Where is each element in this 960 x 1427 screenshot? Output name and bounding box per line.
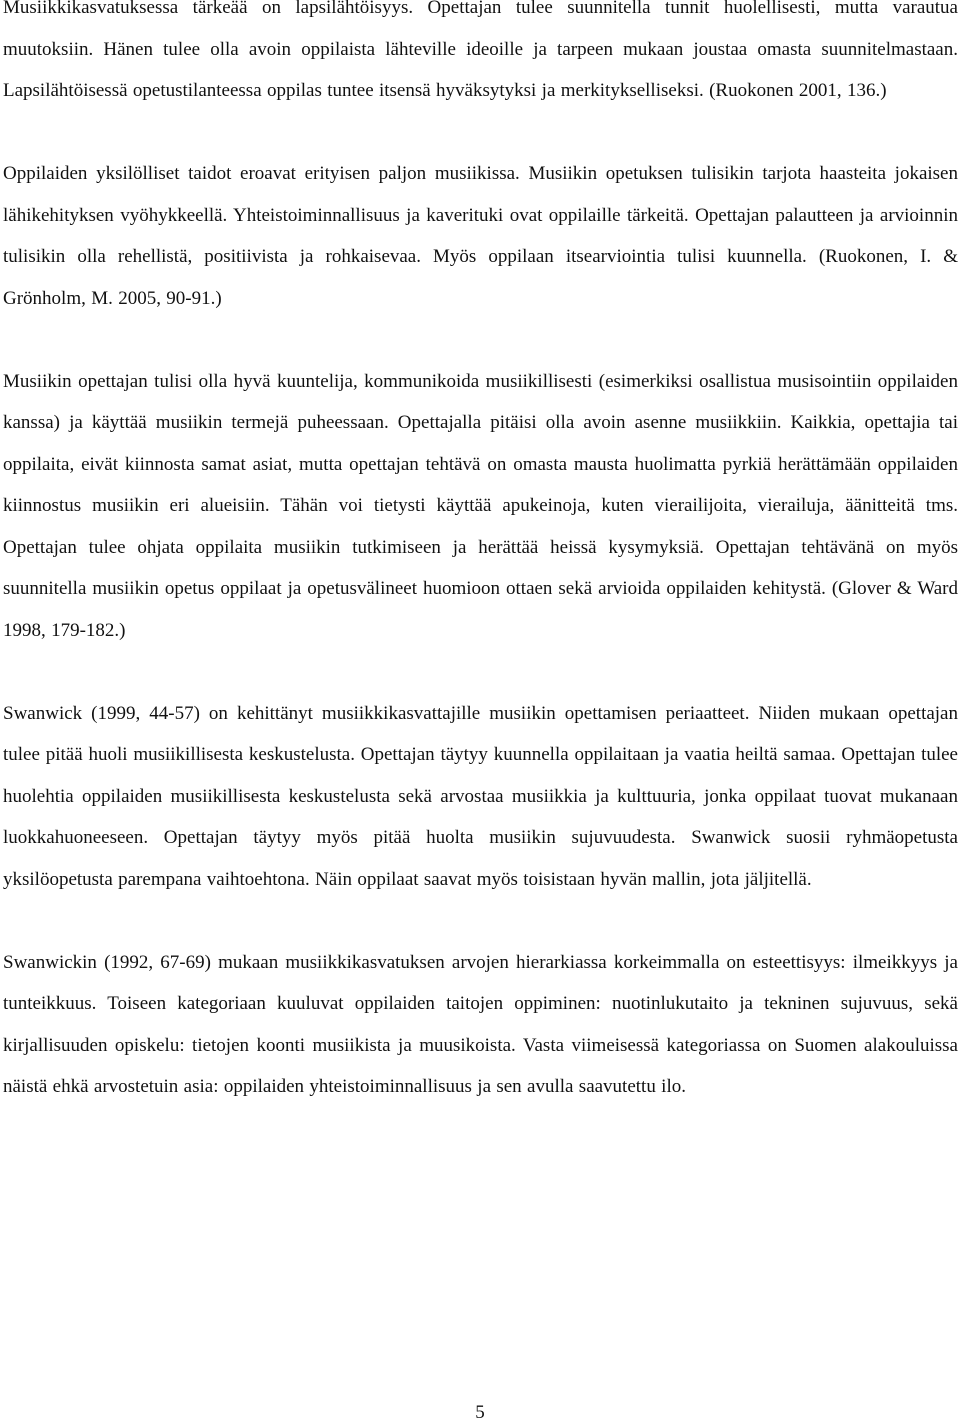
page-number: 5 [475,1402,485,1423]
paragraph-swanwick-arvot: Swanwickin (1992, 67-69) mukaan musiikkikasvatuksen arvojen hierarkiassa korkeimmalla on esteettisyys: ilmeikkyys ja tunteikkuus. Toiseen kategoriaan kuuluvat oppilaiden taitojen oppiminen: nuotinlukutaito ja tekninen sujuvuus, sekä kirjallisuuden opiskelu: tietojen koonti musiikista ja muusikoista. Vasta viimeisessä kategoriassa on Suomen alakouluissa näistä ehkä arvostetuin asia: oppilaiden yhteistoiminnallisuus ja sen avulla saavutettu ilo. [3,951,958,1097]
paragraph-yksilolliset-taidot: Oppilaiden yksilölliset taidot eroavat erityisen paljon musiikissa. Musiikin opetuksen tulisikin tarjota haasteita jokaisen lähikehityksen vyöhykkeellä. Yhteistoiminnallisuus ja kaverituki ovat oppilaille tärkeitä. Opettajan palautteen ja arvioinnin tulisikin olla rehellistä, positiivista ja rohkaisevaa. Myös oppilaan itsearviointia tulisi kuunnella. (Ruokonen, I. & Grönholm, M. 2005, 90-91.) [3,163,958,309]
paragraph-lapsilahtoisyys: Musiikkikasvatuksessa tärkeää on lapsilähtöisyys. Opettajan tulee suunnitella tunnit huolellisesti, mutta varautua muutoksiin. Hänen tulee olla avoin oppilaista lähteville ideoille ja tarpeen mukaan joustaa omasta suunnitelmastaan. Lapsilähtöisessä opetustilanteessa oppilas tuntee itsensä hyväksytyksi ja merkitykselliseksi. (Ruokonen 2001, 136.) [3,0,958,101]
paragraph-swanwick-periaatteet: Swanwick (1999, 44-57) on kehittänyt musiikkikasvattajille musiikin opettamisen periaatteet. Niiden mukaan opettajan tulee pitää huoli musiikillisesta keskustelusta. Opettajan täytyy kuunnella oppilaitaan ja vaatia heiltä samaa. Opettajan tulee huolehtia oppilaiden musiikillisesta keskustelusta sekä arvostaa musiikkia ja kulttuuria, jonka oppilaat tuovat mukanaan luokkahuoneeseen. Opettajan täytyy myös pitää huolta musiikin sujuvuudesta. Swanwick suosii ryhmäopetusta yksilöopetusta parempana vaihtoehtona. Näin oppilaat saavat myös toisistaan hyvän mallin, jota jäljitellä. [3,702,958,890]
paragraph-musiikin-opettaja: Musiikin opettajan tulisi olla hyvä kuuntelija, kommunikoida musiikillisesti (esimerkiksi osallistua musisointiin oppilaiden kanssa) ja käyttää musiikin termejä puheessaan. Opettajalla pitäisi olla avoin asenne musiikkiin. Kaikkia, opettajia tai oppilaita, eivät kiinnosta samat asiat, mutta opettajan tehtävä on omasta mausta huolimatta pyrkiä herättämään oppilaiden kiinnostus musiikin eri alueisiin. Tähän voi tietysti käyttää apukeinoja, kuten vierailijoita, vierailuja, äänitteitä tms. Opettajan tulee ohjata oppilaita musiikin tutkimiseen ja herättää heissä kysymyksiä. Opettajan tehtävänä on myös suunnitella musiikin opetus oppilaat ja opetusvälineet huomioon ottaen sekä arvioida oppilaiden kehitystä. (Glover & Ward 1998, 179-182.) [3,370,958,641]
